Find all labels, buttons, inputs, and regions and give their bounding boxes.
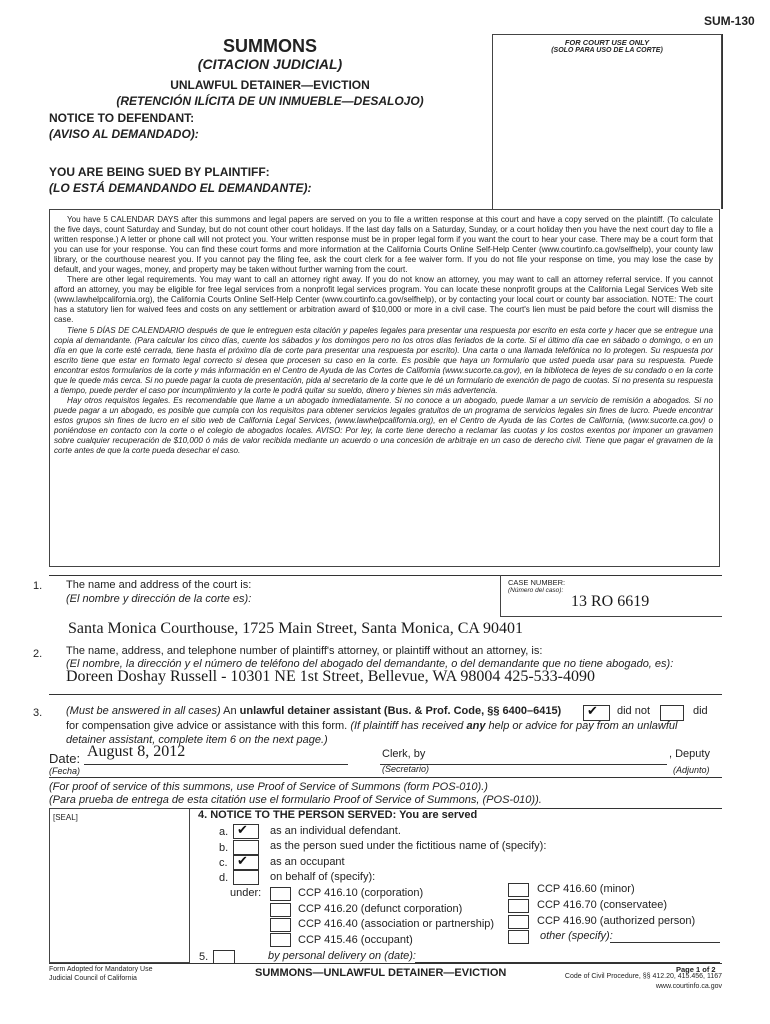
case-number-label-es: (Número del caso): (508, 587, 564, 594)
item3-an: An (223, 705, 237, 717)
option-text: as an individual defendant. (270, 825, 401, 837)
individual-defendant-checkbox[interactable] (233, 824, 259, 839)
summons-title: SUMMONS (223, 36, 317, 56)
item3-line2c: help or advice for pay from an unlawful (488, 720, 678, 732)
footer-title: SUMMONS—UNLAWFUL DETAINER—EVICTION (255, 967, 507, 979)
ccp-option: CCP 415.46 (occupant) (298, 934, 413, 946)
did-not-checkbox[interactable] (583, 705, 610, 721)
notice-paragraph-es: Hay otros requisitos legales. Es recomendable que llame a un abogado inmediatamente. Si no conoce a un abogado, puede llamar a un servicio de remisión a abogados. Si no puede pagar a un abogado, es posible que cumpla con los requisitos para obtener servicios legales gratuitos de un programa de servicios legales sin fines de lucro. Puede encontrar estos grupos sin fines de lucro en el sitio web de California Legal Services, (www.lawhelpcalifornia.org), en el Centro de Ayuda de las Cortes de California, (www.sucorte.ca.gov) o poniéndose en contacto con la corte o el colegio de abogados locales. AVISO: Por ley, la corte tiene derecho a reclamar las cuotas y los costos exentos por imponer un gravamen sobre cualquier recuperación de $10,000 ó más de valor recibida mediante un acuerdo o una concesión de arbitraje en un caso de derecho civil. Tiene que pagar el gravamen de la corte antes de que la corte pueda desechar el caso. (54, 395, 713, 456)
did-not-label: did not (617, 705, 651, 717)
form-id: SUM-130 (704, 14, 755, 28)
option-text: as an occupant (270, 856, 345, 868)
item3-line2b: (If plaintiff has received (350, 720, 464, 732)
case-number-label: CASE NUMBER: (508, 578, 566, 587)
defendant-label: NOTICE TO DEFENDANT: (49, 111, 195, 125)
occupant-checkbox[interactable] (233, 855, 259, 870)
seal-label: [SEAL] (53, 813, 78, 822)
court-address[interactable]: Santa Monica Courthouse, 1725 Main Street, Santa Monica, CA 90401 (68, 620, 524, 637)
item5-text: by personal delivery on (date): (268, 950, 416, 962)
option-text: as the person sued under the fictitious name of (specify): (270, 840, 547, 852)
item4-heading: 4. NOTICE TO THE PERSON SERVED: You are served (198, 809, 478, 821)
ccp-option: CCP 416.40 (association or partnership) (298, 918, 495, 930)
court-use-label-es: (SOLO PARA USO DE LA CORTE) (551, 47, 663, 54)
item3-any: any (466, 720, 486, 732)
clerk-label: Clerk, by (382, 748, 426, 760)
date-label-es: (Fecha) (49, 766, 81, 776)
seal-box (49, 808, 190, 963)
under-label: under: (230, 887, 262, 899)
footer-judicial-council: Judicial Council of California (49, 975, 137, 982)
item5-number: 5. (199, 951, 209, 963)
item3-line2a: for compensation give advice or assistance with this form. (66, 720, 348, 732)
deputy-label-es: (Adjunto) (673, 765, 710, 775)
ccp-416-90-checkbox[interactable] (508, 915, 529, 929)
footer-page: Page 1 of 2 (676, 965, 716, 974)
summons-subtitle-es: (RETENCIÓN ILÍCITA DE UN INMUEBLE—DESALOJO) (116, 94, 424, 108)
notice-box (49, 209, 720, 567)
item4-letter: d. (219, 872, 229, 884)
ccp-416-20-checkbox[interactable] (270, 903, 291, 917)
clerk-label-es: (Secretario) (382, 764, 430, 774)
item3-bold: unlawful detainer assistant (Bus. & Prof. Code, §§ 6400–6415) (239, 705, 562, 717)
ccp-415-46-checkbox[interactable] (270, 933, 291, 947)
deputy-label: , Deputy (669, 748, 710, 760)
date-value[interactable]: August 8, 2012 (87, 743, 186, 760)
case-number-box (500, 575, 722, 617)
personal-delivery-checkbox[interactable] (213, 950, 235, 964)
item1-label: The name and address of the court is: (66, 579, 252, 591)
did-label: did (693, 705, 708, 717)
ccp-option: other (specify): (540, 930, 613, 942)
summons-subtitle: UNLAWFUL DETAINER—EVICTION (170, 78, 370, 92)
ccp-416-10-checkbox[interactable] (270, 887, 291, 901)
item4-letter: a. (219, 826, 229, 838)
court-use-label: FOR COURT USE ONLY (564, 38, 650, 47)
plaintiff-contact[interactable]: Doreen Doshay Russell - 10301 NE 1st Street, Bellevue, WA 98004 425-533-4090 (66, 668, 595, 685)
footer-code: Code of Civil Procedure, §§ 412.20, 415.456, 1167 (564, 973, 722, 980)
item2-label: The name, address, and telephone number of plaintiff's attorney, or plaintiff without an attorney, is: (66, 645, 543, 657)
item1-label-es: (El nombre y dirección de la corte es): (66, 593, 252, 605)
summons-title-es: (CITACION JUDICIAL) (197, 56, 343, 72)
other-checkbox[interactable] (508, 930, 529, 944)
footer-form-adopted: Form Adopted for Mandatory Use (49, 966, 153, 973)
ccp-option: CCP 416.70 (conservatee) (537, 899, 668, 911)
plaintiff-label: YOU ARE BEING SUED BY PLAINTIFF: (49, 165, 270, 179)
notice-paragraph: There are other legal requirements. You may want to call an attorney right away. If you do not know an attorney, you may want to call an attorney referral service. If you cannot afford an attorney, you may be eligible for free legal services from a nonprofit legal services program. You can locate these nonprofit groups at the California Legal Services Web site (www.lawhelpcalifornia.org), the California Courts Online Self-Help Center (www.courtinfo.ca.gov/selfhelp), or by contacting your local court or county bar association. NOTE: The court has a statutory lien for waived fees and costs on any settlement or arbitration award of $10,000 or more in a civil case. The court's lien must be paid before the court will dismiss the case. (54, 275, 713, 325)
item3-line1 (66, 705, 561, 717)
ccp-option: CCP 416.90 (authorized person) (537, 915, 696, 927)
ccp-option: CCP 416.10 (corporation) (298, 887, 424, 899)
ccp-416-40-checkbox[interactable] (270, 918, 291, 932)
item4-letter: b. (219, 842, 229, 854)
defendant-label-es: (AVISO AL DEMANDADO): (49, 127, 199, 141)
ccp-416-70-checkbox[interactable] (508, 899, 529, 913)
notice-paragraph: You have 5 CALENDAR DAYS after this summons and legal papers are served on you to file a written response at this court and have a copy served on the plaintiff. (To calculate the five days, count Saturday and Sunday, but do not count other court holidays. If the last day falls on a Saturday, Sunday, or a court holiday then you have the next court day to file a written response.) A letter or phone call will not protect you. Your written response must be in proper legal form if you want the court to hear your case. There may be a court form that you can use for your response. You can find these court forms and more information at the California Courts Online Self-Help Center (www.courtinfo.ca.gov/selfhelp), your county law library, or the courthouse nearest you. If you cannot pay the filing fee, ask the court clerk for a fee waiver form. If you do not file your response on time, you may lose the case by default, and your wages, money, and property may be taken without further warning from the court. (54, 215, 713, 275)
item4-letter: c. (219, 857, 228, 869)
did-checkbox[interactable] (660, 705, 684, 721)
ccp-option: CCP 416.20 (defunct corporation) (298, 903, 463, 915)
date-label: Date: (49, 751, 81, 766)
footer-site[interactable]: www.courtinfo.ca.gov (655, 983, 722, 990)
item3-line2 (66, 720, 677, 732)
proof-line: (For proof of service of this summons, use Proof of Service of Summons (form POS-010).) (49, 781, 488, 793)
notice-paragraph-es: Tiene 5 DÍAS DE CALENDARIO después de que le entreguen esta citación y papeles legales para presentar una respuesta por escrito en esta corte y hacer que se entregue una copia al demandante. (Para calcular los cinco días, cuente los sábados y los domingos pero no los otros días feriados de la corte. Si el último día cae en sábado o domingo, o en un día en que la corte esté cerrada, tiene hasta el próximo día de corte para presentar una respuesta por escrito). Una carta o una llamada telefónica no lo protegen. Su respuesta por escrito tiene que estar en formato legal correcto si desea que procesen su caso en la corte. Es posible que haya un formulario que usted pueda usar para su respuesta. Puede encontrar estos formularios de la corte y más información en el Centro de Ayuda de las Cortes de California (www.sucorte.ca.gov), en la biblioteca de leyes de su condado o en la corte que le quede más cerca. Si no puede pagar la cuota de presentación, pida al secretario de la corte que le dé un formulario de exención de pago de cuotas. Si no presenta su respuesta a tiempo, puede perder el caso por incumplimiento y la corte le podrá quitar su sueldo, dinero y bienes sin más advertencia. (54, 325, 713, 395)
option-text: on behalf of (specify): (270, 871, 376, 883)
proof-line-es: (Para prueba de entrega de esta citatión use el formulario Proof of Service of Summons, (POS-010)). (49, 794, 542, 806)
item1-number: 1. (33, 580, 43, 592)
on-behalf-checkbox[interactable] (233, 870, 259, 885)
item3-line3: detainer assistant, complete item 6 on the next page.) (66, 734, 328, 746)
ccp-416-60-checkbox[interactable] (508, 883, 529, 897)
plaintiff-label-es: (LO ESTÁ DEMANDANDO EL DEMANDANTE): (49, 181, 312, 195)
case-number-value[interactable]: 13 RO 6619 (571, 593, 650, 610)
ccp-option: CCP 416.60 (minor) (537, 883, 635, 895)
item3-number: 3. (33, 707, 43, 719)
item2-label-es: (El nombre, la dirección y el número de teléfono del abogado del demandante, o del demandante que no tiene abogado, es): (66, 658, 674, 670)
item3-must: (Must be answered in all cases) (66, 705, 221, 717)
item2-number: 2. (33, 648, 43, 660)
